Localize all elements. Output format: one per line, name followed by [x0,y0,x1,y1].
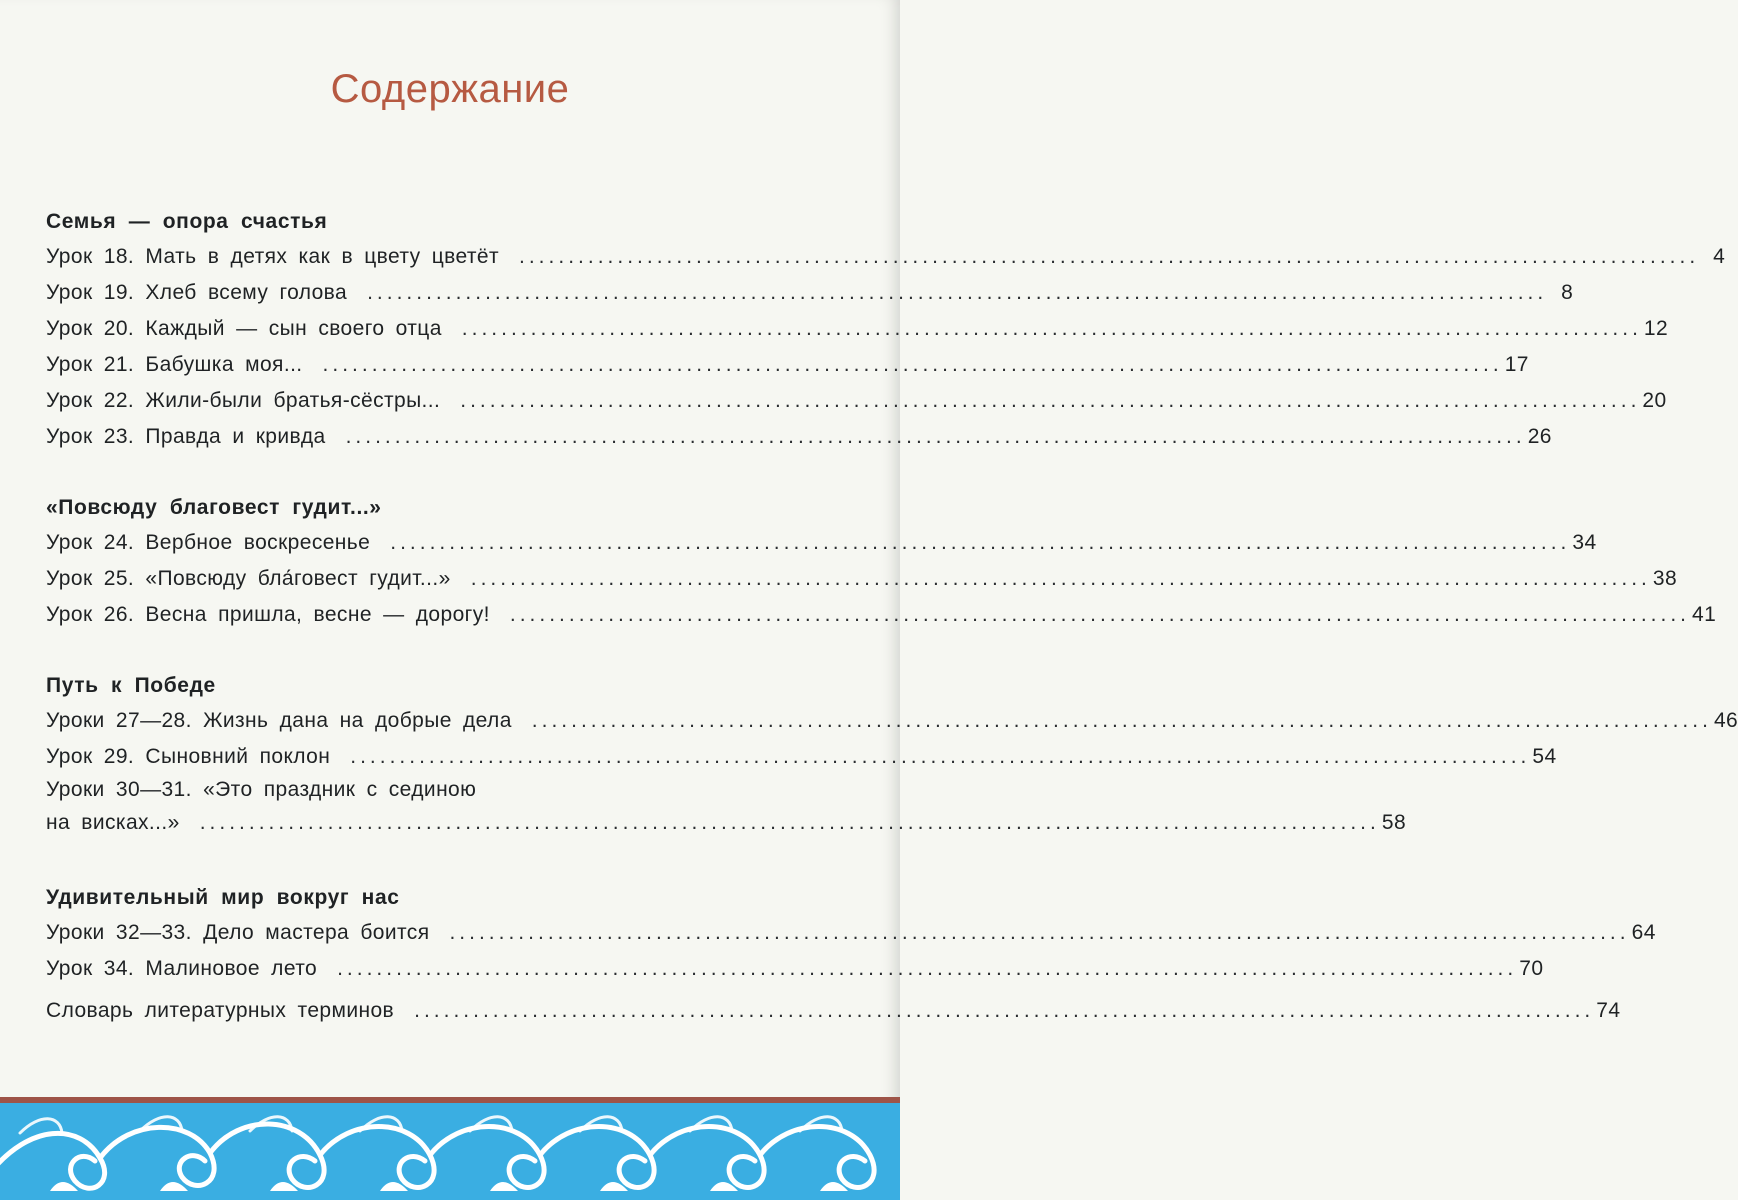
dot-leader: ........................................................................................................................ [461,317,1642,340]
toc-section-wonderful-world [46,881,1656,1029]
dot-leader: ........................................................................................................................ [414,999,1595,1022]
entry-label: на висках...» [46,811,180,834]
entry-page: 12 [1643,317,1669,340]
entry-label: Урок 19. Хлеб всему голова [46,281,348,304]
page-title: Содержание [330,66,570,111]
toc-entry[interactable] [46,419,1552,455]
toc-entry-glossary[interactable] [46,993,1621,1029]
section-title: Удивительный мир вокруг нас [46,886,400,909]
entry-label: Уроки 27—28. Жизнь дана на добрые дела [46,709,512,732]
dot-leader: ........................................................................................................................ [367,281,1548,304]
toc-entry[interactable] [46,347,1529,383]
dot-leader: ........................................................................................................................ [531,709,1712,732]
entry-page: 54 [1532,745,1557,768]
entry-label: Уроки 32—33. Дело мастера боится [46,921,430,944]
dot-leader: ........................................................................................................................ [460,389,1641,412]
entry-page: 41 [1692,603,1717,626]
table-of-contents [46,205,1738,1065]
entry-page: 4 [1713,245,1726,268]
toc-section-bells [46,491,1717,633]
dot-leader: ........................................................................................................................ [509,603,1691,626]
toc-section-victory [46,669,1738,845]
toc-entry-multiline-first[interactable] [46,775,776,805]
entry-label: Урок 20. Каждый — сын своего отца [46,317,442,340]
dot-leader: ........................................................................................................................ [322,353,1503,376]
entry-page: 38 [1652,567,1678,590]
entry-page: 64 [1631,921,1656,944]
entry-label: Словарь литературных терминов [46,999,395,1022]
dot-leader: ........................................................................................................................ [337,957,1518,980]
section-title: «Повсюду благовест гудит...» [46,496,382,519]
toc-entry[interactable] [46,525,1597,561]
floral-swirl-border-icon [0,1103,900,1200]
toc-entry[interactable] [46,561,1678,597]
toc-entry[interactable] [46,739,1557,775]
dot-leader: ........................................................................................................................ [390,531,1571,554]
entry-label: Урок 21. Бабушка моя... [46,353,303,376]
toc-entry[interactable] [46,275,1574,311]
entry-page: 8 [1561,281,1574,304]
entry-label: Урок 25. «Повсюду бла́говест гудит...» [46,567,451,590]
toc-section-family [46,205,1726,455]
entry-page: 46 [1713,709,1738,732]
toc-entry[interactable] [46,383,1667,419]
section-title: Путь к Победе [46,674,216,697]
entry-page: 70 [1519,957,1544,980]
toc-entry[interactable] [46,597,1717,633]
entry-page: 58 [1381,811,1407,834]
dot-leader: ........................................................................................................................ [449,921,1630,944]
entry-page: 34 [1572,531,1597,554]
entry-label: Урок 18. Мать в детях как в цвету цветёт [46,245,500,268]
dot-leader: ........................................................................................................................ [350,745,1531,768]
toc-entry-multiline-second[interactable] [46,805,1407,845]
toc-entry[interactable] [46,951,1544,987]
dot-leader: ........................................................................................................................ [199,811,1380,834]
entry-page: 17 [1504,353,1529,376]
dot-leader: ........................................................................................................................ [470,567,1651,590]
toc-entry[interactable] [46,311,1669,347]
entry-label: Уроки 30—31. «Это праздник с сединою [46,778,477,801]
entry-page: 26 [1527,425,1552,448]
toc-entry[interactable] [46,239,1726,275]
entry-label: Урок 34. Малиновое лето [46,957,318,980]
entry-label: Урок 22. Жили-были братья-сёстры... [46,389,441,412]
entry-label: Урок 24. Вербное воскресенье [46,531,371,554]
dot-leader: ........................................................................................................................ [345,425,1526,448]
entry-label: Урок 23. Правда и кривда [46,425,326,448]
toc-entry[interactable] [46,915,1656,951]
dot-leader: ........................................................................................................................ [519,245,1700,268]
entry-page: 20 [1642,389,1667,412]
entry-label: Урок 26. Весна пришла, весне — дорогу! [46,603,490,626]
entry-label: Урок 29. Сыновний поклон [46,745,331,768]
entry-page: 74 [1596,999,1621,1022]
section-title: Семья — опора счастья [46,210,328,233]
toc-entry[interactable] [46,703,1738,739]
